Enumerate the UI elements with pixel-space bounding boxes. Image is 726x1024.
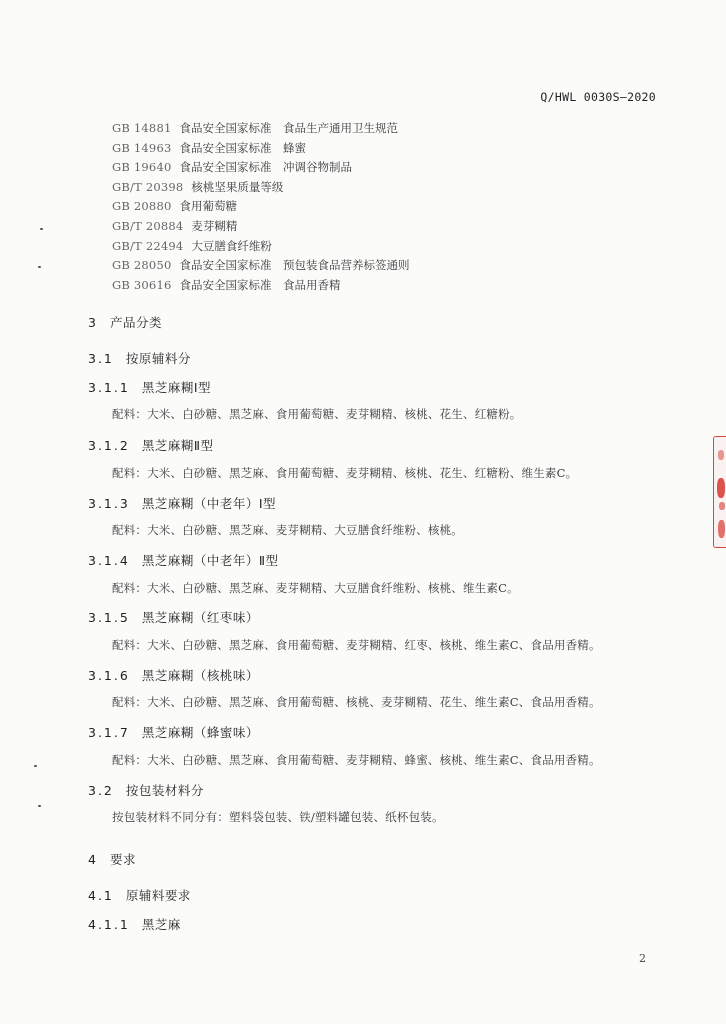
section-heading-4-1 (88, 886, 191, 904)
reference-code: GB 20880 (112, 199, 172, 214)
ingredients-paragraph: 配料：大米、白砂糖、黑芝麻、麦芽糊精、大豆膳食纤维粉、核桃、维生素C。 (112, 581, 519, 595)
ingredients-paragraph: 配料：大米、白砂糖、黑芝麻、麦芽糊精、大豆膳食纤维粉、核桃。 (112, 523, 463, 537)
seal-mark (717, 478, 725, 498)
reference-title: 核桃坚果质量等级 (191, 179, 284, 194)
section-heading-3-1-2 (88, 436, 213, 454)
section-number: 3.1.4 (88, 553, 130, 568)
section-heading-3-1-7 (88, 723, 259, 741)
normative-references-list (112, 120, 652, 296)
reference-item (112, 140, 652, 160)
section-title: 黑芝麻糊（中老年）Ⅰ型 (141, 496, 276, 511)
reference-item (112, 120, 652, 140)
section-number: 3.1.3 (88, 496, 130, 511)
section-number: 3.1.5 (88, 610, 130, 625)
section-title: 要求 (109, 852, 136, 867)
section-heading-4-1-1 (88, 915, 181, 933)
section-heading-3-2 (88, 781, 204, 799)
section-heading-3-1-6 (88, 666, 259, 684)
section-title: 按包装材料分 (125, 783, 204, 798)
seal-mark (718, 520, 725, 538)
seal-mark (718, 450, 724, 460)
reference-code: GB 30616 (112, 277, 172, 292)
section-heading-3-1 (88, 349, 191, 367)
reference-title: 麦芽糊精 (191, 218, 238, 233)
reference-title: 大豆膳食纤维粉 (191, 238, 272, 253)
red-seal-stamp (712, 436, 726, 548)
section-title: 原辅料要求 (125, 888, 191, 903)
reference-title: 食品安全国家标准 冲调谷物制品 (179, 160, 352, 175)
ingredients-paragraph: 配料：大米、白砂糖、黑芝麻、食用葡萄糖、麦芽糊精、红枣、核桃、维生素C、食品用香精。 (112, 638, 601, 652)
section-heading-3-1-1 (88, 378, 211, 396)
reference-code: GB/T 20398 (112, 179, 184, 194)
section-number: 3.1.6 (88, 668, 130, 683)
section-number: 3.2 (88, 783, 114, 798)
scan-speck (40, 228, 43, 230)
scan-speck (38, 266, 41, 268)
reference-title: 食品安全国家标准 食品生产通用卫生规范 (179, 121, 398, 135)
section-heading-4 (88, 850, 136, 868)
reference-item (112, 238, 652, 258)
document-code: Q/HWL 0030S—2020 (540, 90, 656, 104)
section-number: 3.1.7 (88, 725, 130, 740)
section-number: 3.1 (88, 351, 114, 366)
section-title: 产品分类 (109, 315, 162, 330)
reference-item (112, 179, 652, 199)
section-heading-3-1-3 (88, 494, 276, 512)
section-title: 黑芝麻糊（中老年）Ⅱ型 (141, 553, 279, 568)
section-number: 3 (88, 315, 98, 330)
reference-code: GB 14881 (112, 121, 172, 135)
ingredients-paragraph: 配料：大米、白砂糖、黑芝麻、食用葡萄糖、麦芽糊精、核桃、花生、红糖粉、维生素C。 (112, 466, 578, 480)
section-title: 黑芝麻糊（红枣味） (141, 610, 259, 625)
reference-code: GB/T 20884 (112, 218, 184, 233)
ingredients-paragraph: 配料：大米、白砂糖、黑芝麻、食用葡萄糖、麦芽糊精、蜂蜜、核桃、维生素C、食品用香精。 (112, 753, 601, 767)
section-heading-3 (88, 313, 162, 331)
reference-item (112, 277, 652, 297)
packaging-paragraph: 按包装材料不同分有：塑料袋包装、铁/塑料罐包装、纸杯包装。 (112, 810, 444, 824)
reference-code: GB/T 22494 (112, 238, 184, 253)
section-title: 按原辅料分 (125, 351, 191, 366)
reference-code: GB 14963 (112, 140, 172, 155)
ingredients-paragraph: 配料：大米、白砂糖、黑芝麻、食用葡萄糖、麦芽糊精、核桃、花生、红糖粉。 (112, 407, 522, 421)
section-number: 3.1.1 (88, 380, 130, 395)
section-number: 4.1.1 (88, 917, 130, 932)
reference-item (112, 159, 652, 179)
seal-mark (719, 502, 725, 510)
reference-title: 食品安全国家标准 食品用香精 (179, 277, 341, 292)
reference-code: GB 28050 (112, 258, 172, 273)
scan-speck (34, 765, 37, 767)
scan-speck (38, 805, 41, 807)
section-number: 4.1 (88, 888, 114, 903)
section-heading-3-1-5 (88, 608, 259, 626)
section-title: 黑芝麻 (141, 917, 181, 932)
section-number: 4 (88, 852, 98, 867)
section-title: 黑芝麻糊Ⅱ型 (141, 438, 214, 453)
reference-item (112, 198, 652, 218)
reference-item (112, 218, 652, 238)
reference-title: 食用葡萄糖 (179, 199, 237, 214)
section-title: 黑芝麻糊（蜂蜜味） (141, 725, 259, 740)
section-heading-3-1-4 (88, 551, 278, 569)
reference-title: 食品安全国家标准 蜂蜜 (179, 140, 306, 155)
reference-item (112, 257, 652, 277)
ingredients-paragraph: 配料：大米、白砂糖、黑芝麻、食用葡萄糖、核桃、麦芽糊精、花生、维生素C、食品用香精。 (112, 695, 601, 709)
section-title: 黑芝麻糊Ⅰ型 (141, 380, 211, 395)
reference-code: GB 19640 (112, 160, 172, 175)
reference-title: 食品安全国家标准 预包装食品营养标签通则 (179, 258, 410, 273)
section-number: 3.1.2 (88, 438, 130, 453)
section-title: 黑芝麻糊（核桃味） (141, 668, 259, 683)
page-number: 2 (639, 952, 646, 965)
